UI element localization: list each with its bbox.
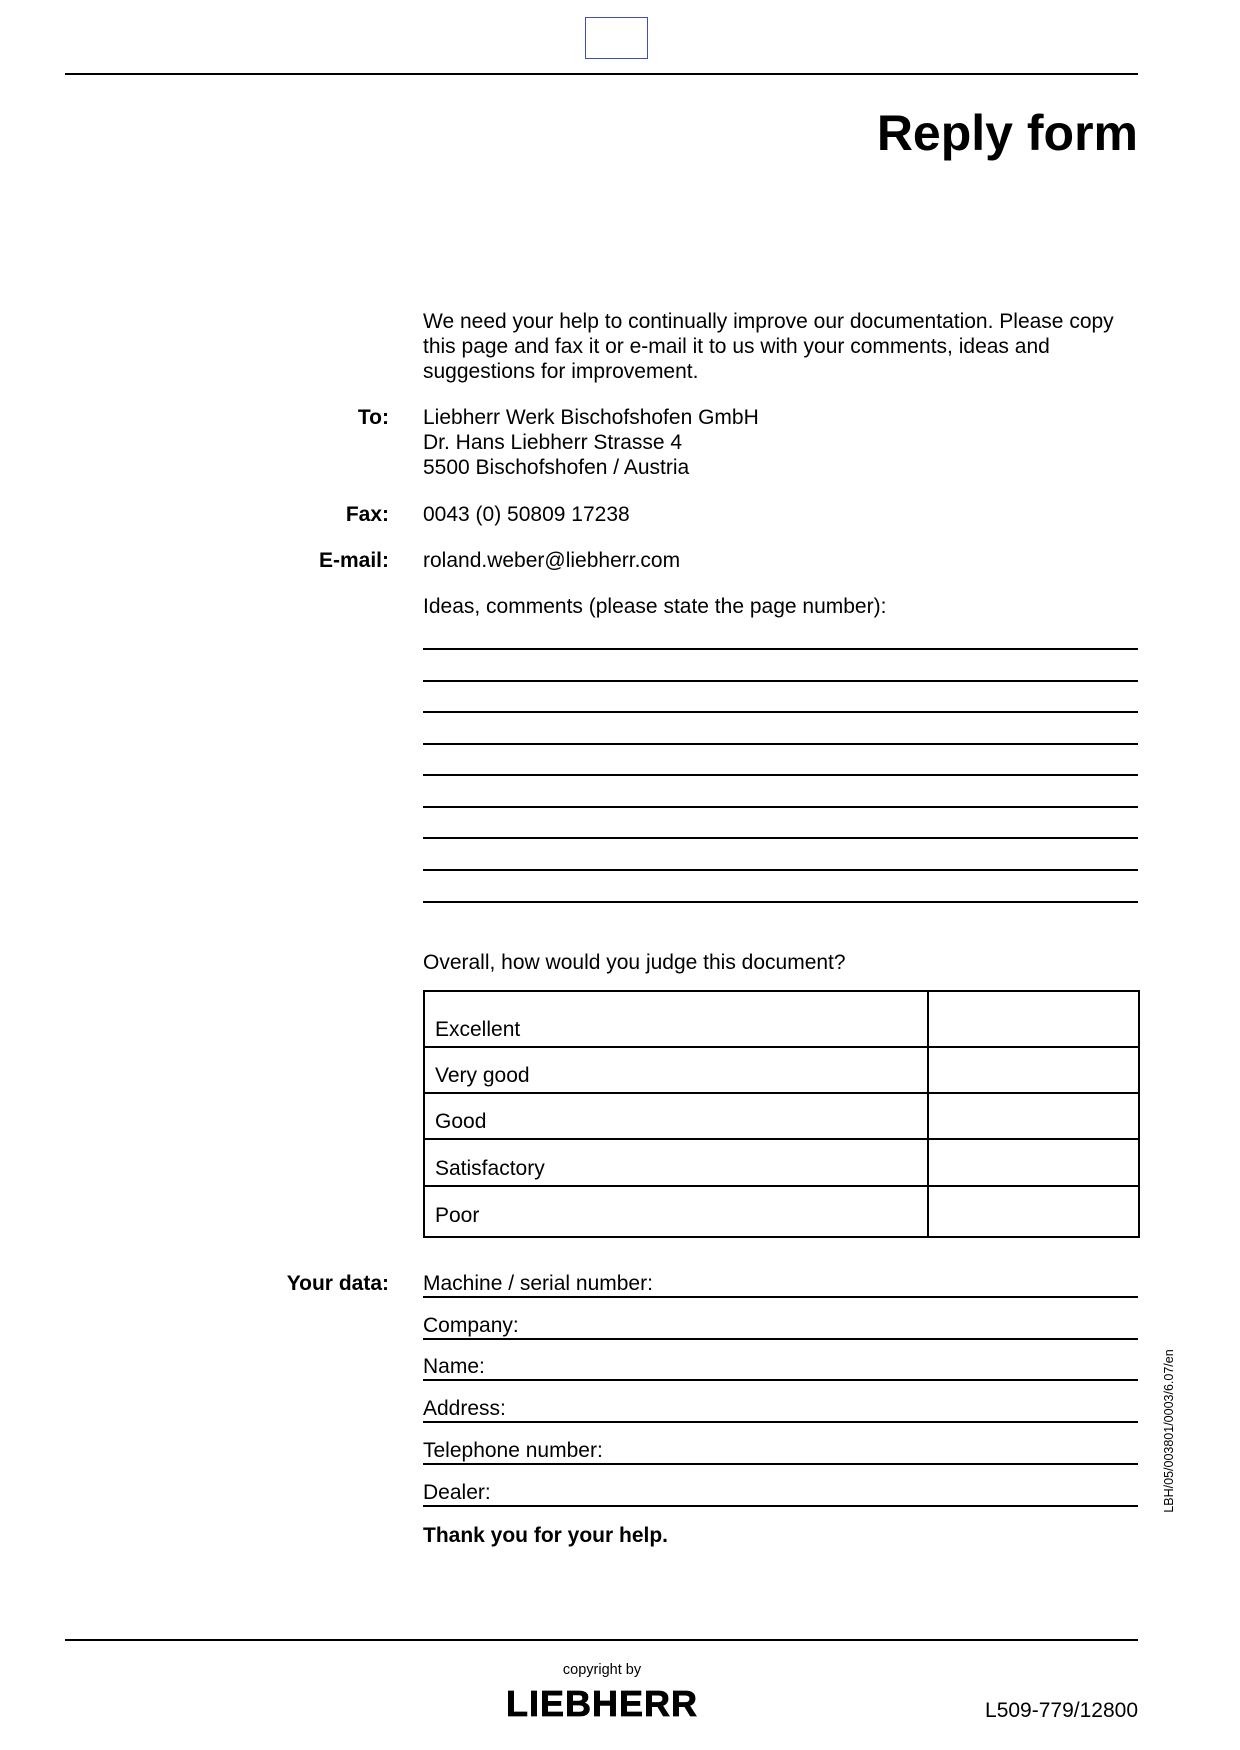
header-rule	[65, 73, 1138, 75]
comment-line	[423, 648, 1138, 650]
data-field-telephone: Telephone number:	[423, 1438, 1138, 1465]
rating-row	[425, 992, 1138, 1048]
rating-checkbox-cell	[929, 992, 1138, 1046]
to-label: To:	[357, 406, 389, 429]
rating-checkbox-cell	[929, 1048, 1138, 1092]
to-address-line: 5500 Bischofshofen / Austria	[423, 456, 690, 479]
email-address: roland.weber@liebherr.com	[423, 549, 681, 572]
your-data-label: Your data:	[286, 1272, 389, 1295]
rating-question: Overall, how would you judge this document?	[423, 951, 846, 974]
fax-label: Fax:	[345, 503, 389, 526]
comment-line	[423, 837, 1138, 839]
rating-checkbox-cell	[929, 1140, 1138, 1185]
thank-you-note: Thank you for your help.	[423, 1524, 669, 1547]
data-field-company: Company:	[423, 1313, 1138, 1340]
rating-option-label: Satisfactory	[425, 1140, 929, 1185]
comment-line	[423, 901, 1138, 903]
rating-row	[425, 1187, 1138, 1236]
to-address-line: Dr. Hans Liebherr Strasse 4	[423, 431, 683, 454]
comments-prompt: Ideas, comments (please state the page number):	[423, 595, 887, 618]
rating-checkbox-cell	[929, 1187, 1138, 1236]
comment-line	[423, 806, 1138, 808]
comment-line	[423, 743, 1138, 745]
intro-paragraph: We need your help to continually improve our documentation. Please copy this page and fax it or e-mail it to us with your comments, ideas and suggestions for improvement.	[423, 310, 1114, 383]
rating-row	[425, 1140, 1138, 1187]
comment-line	[423, 774, 1138, 776]
comment-line	[423, 680, 1138, 682]
footer-rule	[65, 1639, 1138, 1641]
rating-option-label: Poor	[425, 1187, 929, 1236]
rating-row	[425, 1094, 1138, 1140]
rating-table	[423, 990, 1140, 1238]
fax-number: 0043 (0) 50809 17238	[423, 503, 630, 526]
email-label: E-mail:	[318, 549, 389, 572]
page-title: Reply form	[876, 105, 1138, 161]
data-field-machine-serial: Machine / serial number:	[423, 1271, 1138, 1298]
data-field-name: Name:	[423, 1354, 1138, 1381]
rating-option-label: Excellent	[425, 992, 929, 1046]
rating-checkbox-cell	[929, 1094, 1138, 1138]
document-number: L509-779/12800	[985, 1699, 1138, 1722]
side-document-code: LBH/05/003801/0003/6.07/en	[1162, 1349, 1176, 1513]
copyright-text: copyright by	[562, 1662, 642, 1678]
comment-line	[423, 711, 1138, 713]
liebherr-logo: LIEBHERR	[505, 1683, 698, 1724]
data-field-dealer: Dealer:	[423, 1480, 1138, 1507]
top-blank-field-box[interactable]	[585, 17, 648, 59]
data-field-address: Address:	[423, 1396, 1138, 1423]
rating-option-label: Very good	[425, 1048, 929, 1092]
rating-row	[425, 1048, 1138, 1094]
to-address-line: Liebherr Werk Bischofshofen GmbH	[423, 406, 759, 429]
rating-option-label: Good	[425, 1094, 929, 1138]
comment-line	[423, 869, 1138, 871]
